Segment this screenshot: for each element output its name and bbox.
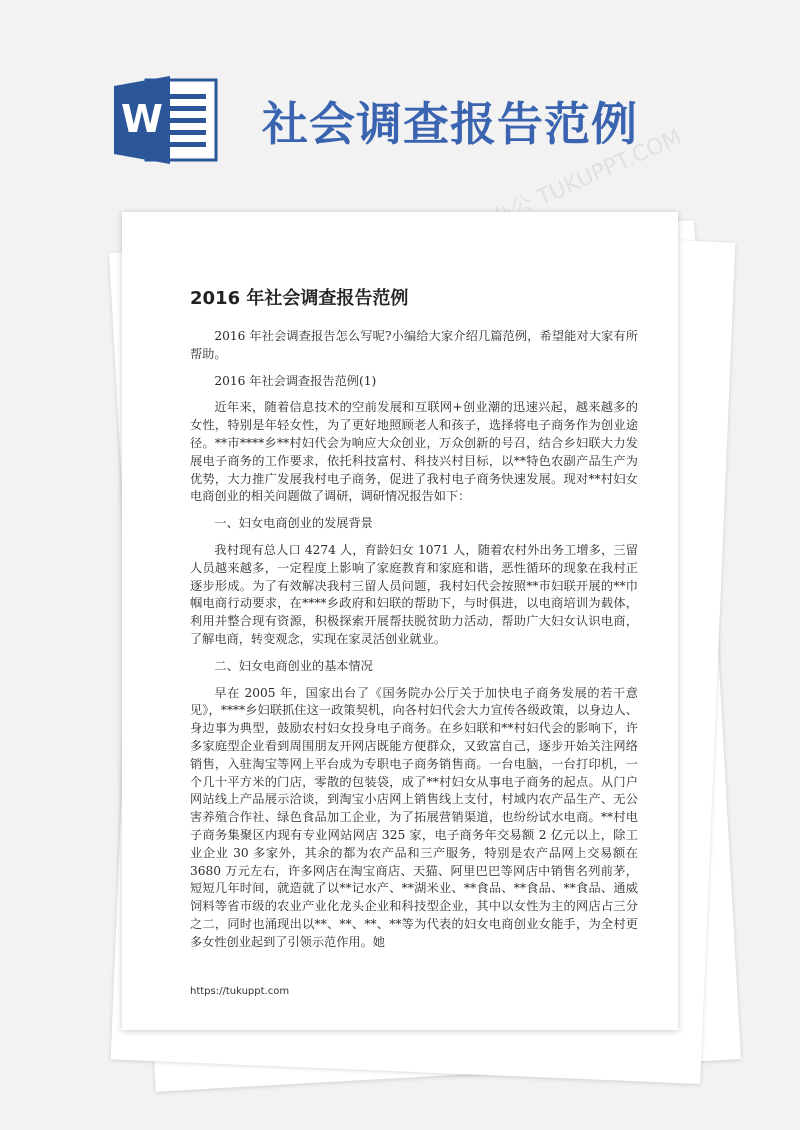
banner-title: 社会调查报告范例 [262,97,638,151]
section-heading: 一、妇女电商创业的发展背景 [214,516,373,531]
watermark: 熊猫办公 TUKUPPT.COM [446,124,686,250]
document-title: 2016 年社会调查报告范例 [190,288,409,309]
body-paragraph: 近年来，随着信息技术的空前发展和互联网+创业潮的迅速兴起，越来越多的女性，特别是年轻女性，为了更好地照顾老人和孩子，选择将电子商务作为创业途径。**市****乡**村妇代会为响应大众创业，万众创新的号召，结合乡妇联大力发展电子商务的工作要求，依托科技富村、科技兴村目标，以**特色农副产品生产为优势，大力推广发展我村电子商务，促进了我村电子商务快速发展。现对**村妇女电商创业的相关问题做了调研，调研情况报告如下： [190,400,638,504]
body-paragraph: 早在 2005 年，国家出台了《国务院办公厅关于加快电子商务发展的若干意见》，****乡妇联抓住这一政策契机，向各村妇代会大力宣传各级政策，以身边人、身边事为典型，鼓励农村妇女投身电子商务。在乡妇联和**村妇代会的影响下，许多家庭型企业看到周围朋友开网店既能方便群众，又致富自己，逐步开始关注网络销售，入驻淘宝等网上平台成为专职电子商务销售商。一台电脑，一台打印机，一个几十平方米的门店，零散的包装袋，成了**村妇女从事电子商务的起点。从门户网站线上产品展示洽谈，到淘宝小店网上销售线上支付，村域内农产品生产、无公害养殖合作社、绿色食品加工企业，为了拓展营销渠道，也纷纷试水电商。**村电子商务集聚区内现有专业网站网店 325 家，电子商务年交易额 2 亿元以上，除工业企业 30 多家外，其余的都为农产品和三产服务，特别是农产品网上交易额在 3680 万元左右，许多网店在淘宝商店、天猫、阿里巴巴等网店中销售名列前茅，短短几年时间，就造就了以**记水产、**湖米业、**食品、**食品、**食品、通威饲料等省市级的农业产业化龙头企业和科技型企业，其中以女性为主的网店占三分之二，同时也涌现出以**、**、**、**等为代表的妇女电商创业女能手，为全村更多女性创业起到了引领示范作用。她 [190,685,638,949]
word-document-icon [112,70,222,170]
logo-letter: W [121,97,163,141]
header-banner [0,0,800,200]
section-heading: 2016 年社会调查报告范例(1) [214,373,377,388]
document-page [122,212,678,1030]
footer-url: https://tukuppt.com [190,986,290,997]
document-body [190,328,638,961]
section-heading: 二、妇女电商创业的基本情况 [214,658,373,673]
intro-paragraph: 2016 年社会调查报告怎么写呢?小编给大家介绍几篇范例，希望能对大家有所帮助。 [190,329,638,361]
body-paragraph: 我村现有总人口 4274 人，育龄妇女 1071 人，随着农村外出务工增多，三留人员越来越多，一定程度上影响了家庭教育和家庭和谐，恶性循环的现象在我村正逐步形成。为了有效解决我村三留人员问题，我村妇代会按照**市妇联开展的**巾帼电商行动要求，在****乡政府和妇联的帮助下，与时俱进，以电商培训为载体，利用并整合现有资源，积极探索开展帮扶脱贫助力活动，帮助广大妇女认识电商，了解电商，转变观念，实现在家灵活创业就业。 [190,542,638,646]
